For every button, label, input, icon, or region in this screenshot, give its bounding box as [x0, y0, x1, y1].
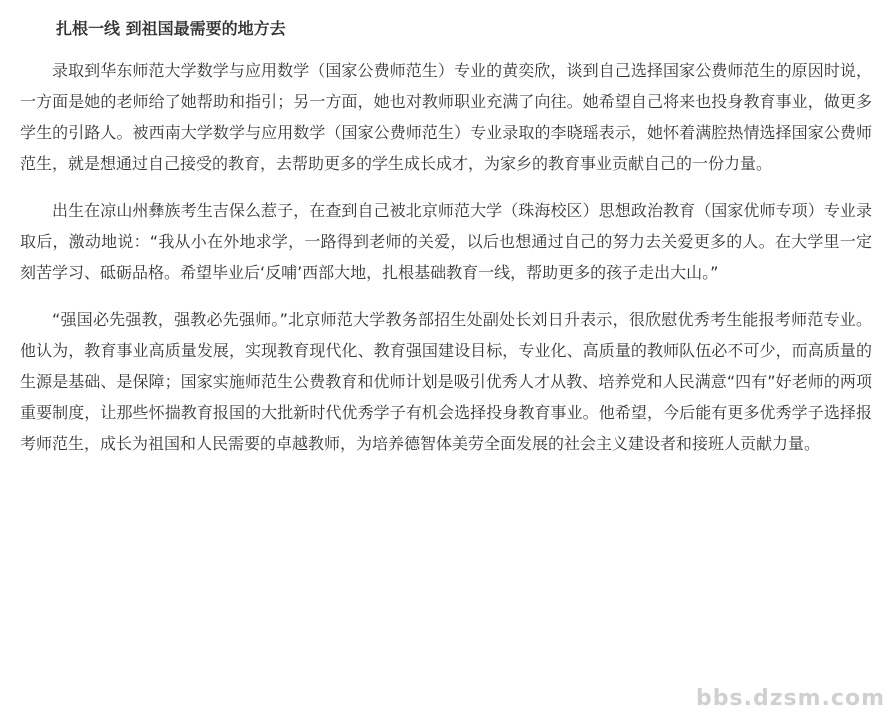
paragraph-1: 录取到华东师范大学数学与应用数学（国家公费师范生）专业的黄奕欣，谈到自己选择国家公费师范生的原因时说，一方面是她的老师给了她帮助和指引；另一方面，她也对教师职业充满了向往。她希望自己将来也投身教育事业，做更多学生的引路人。被西南大学数学与应用数学（国家公费师范生）专业录取的李晓瑶表示，她怀着满腔热情选择国家公费师范生，就是想通过自己接受的教育，去帮助更多的学生成长成才，为家乡的教育事业贡献自己的一份力量。	[20, 61, 872, 173]
paragraph-2: 出生在凉山州彝族考生吉保么惹子，在查到自己被北京师范大学（珠海校区）思想政治教育（国家优师专项）专业录取后，激动地说：“我从小在外地求学，一路得到老师的关爱，以后也想通过自己的努力去关爱更多的人。在大学里一定刻苦学习、砥砺品格。希望毕业后‘反哺’西部大地，扎根基础教育一线，帮助更多的孩子走出大山。”	[20, 201, 872, 282]
site-watermark: bbs.dzsm.com	[696, 686, 885, 711]
article	[20, 15, 872, 475]
paragraph-3: “强国必先强教，强教必先强师。”北京师范大学教务部招生处副处长刘日升表示，很欣慰优秀考生能报考师范专业。他认为，教育事业高质量发展，实现教育现代化、教育强国建设目标，专业化、高质量的教师队伍必不可少，而高质量的生源是基础、是保障；国家实施师范生公费教育和优师计划是吸引优秀人才从教、培养党和人民满意“四有”好老师的两项重要制度，让那些怀揣教育报国的大批新时代优秀学子有机会选择投身教育事业。他希望，今后能有更多优秀学子选择报考师范生，成长为祖国和人民需要的卓越教师，为培养德智体美劳全面发展的社会主义建设者和接班人贡献力量。	[20, 310, 872, 453]
article-heading: 扎根一线 到祖国最需要的地方去	[56, 19, 286, 38]
